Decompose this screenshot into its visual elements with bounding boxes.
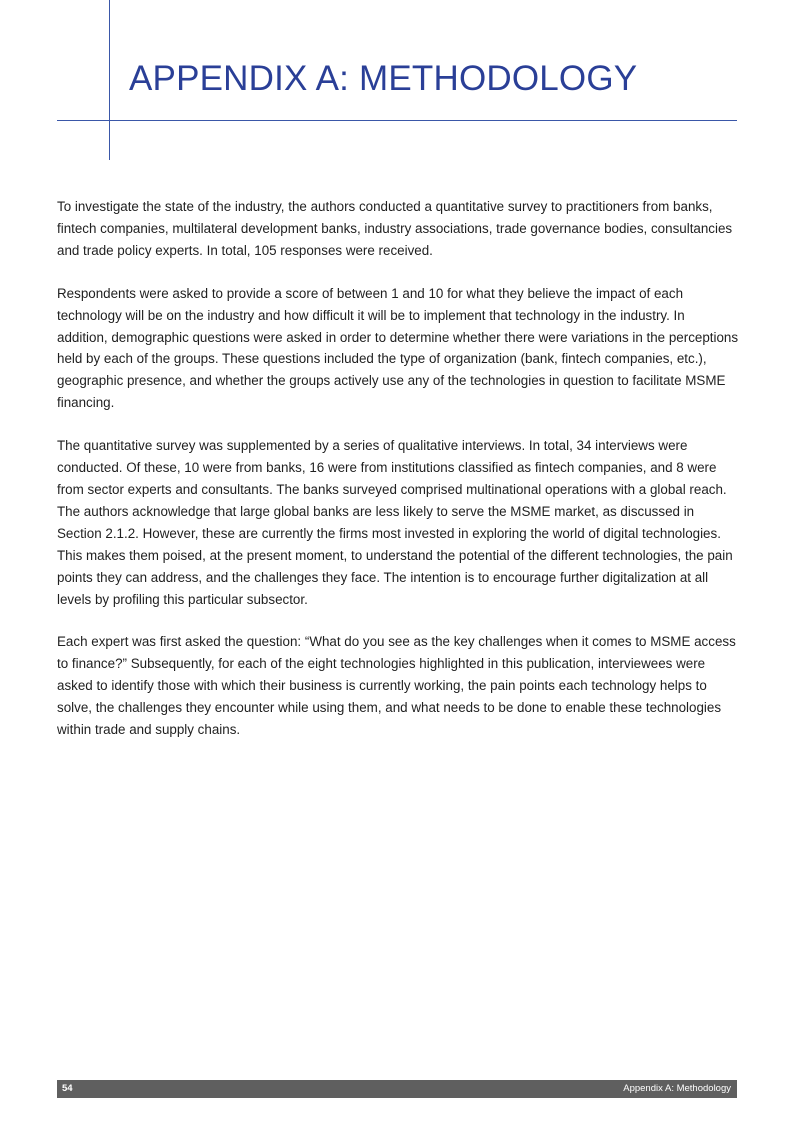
header-horizontal-rule (57, 120, 737, 121)
body-text (57, 196, 739, 762)
page-number: 54 (62, 1083, 73, 1094)
footer-bar (57, 1080, 737, 1098)
paragraph-scoring-method: Respondents were asked to provide a score of between 1 and 10 for what they believe the impact of each technology will be on the industry and how difficult it will be to implement that technology in the industry. In addition, demographic questions were asked in order to determine whether there were variations in the perceptions held by each of the groups. These questions included the type of organization (bank, fintech companies, etc.), geographic presence, and whether the groups actively use any of the technologies in question to facilitate MSME financing. (57, 285, 739, 411)
running-title: Appendix A: Methodology (623, 1083, 731, 1094)
paragraph-qualitative-interviews: The quantitative survey was supplemented by a series of qualitative interviews. In total, 34 interviews were conducted. Of these, 10 were from banks, 16 were from institutions classified as fintech companies, and 8 were from sector experts and consultants. The banks surveyed comprised multinational operations with a global reach. The authors acknowledge that large global banks are less likely to serve the MSME market, as discussed in Section 2.1.2. However, these are currently the firms most invested in exploring the world of digital technologies. This makes them poised, at the present moment, to understand the potential of the different technologies, the pain points they can address, and the challenges they face. The intention is to encourage further digitalization at all levels by profiling this particular subsector. (57, 438, 733, 607)
header-vertical-rule (109, 0, 110, 160)
paragraph-survey-overview: To investigate the state of the industry, the authors conducted a quantitative survey to practitioners from banks, fintech companies, multilateral development banks, industry associations, trade governance bodies, consultancies and trade policy experts. In total, 105 responses were received. (57, 199, 733, 258)
page-title: APPENDIX A: METHODOLOGY (129, 59, 638, 98)
paragraph-interview-questions: Each expert was first asked the question: “What do you see as the key challenges when it comes to MSME access to finance?” Subsequently, for each of the eight technologies highlighted in this publication, interviewees were asked to identify those with which their business is currently working, the pain points each technology helps to solve, the challenges they encounter while using them, and what needs to be done to enable these technologies within trade and supply chains. (57, 634, 736, 738)
